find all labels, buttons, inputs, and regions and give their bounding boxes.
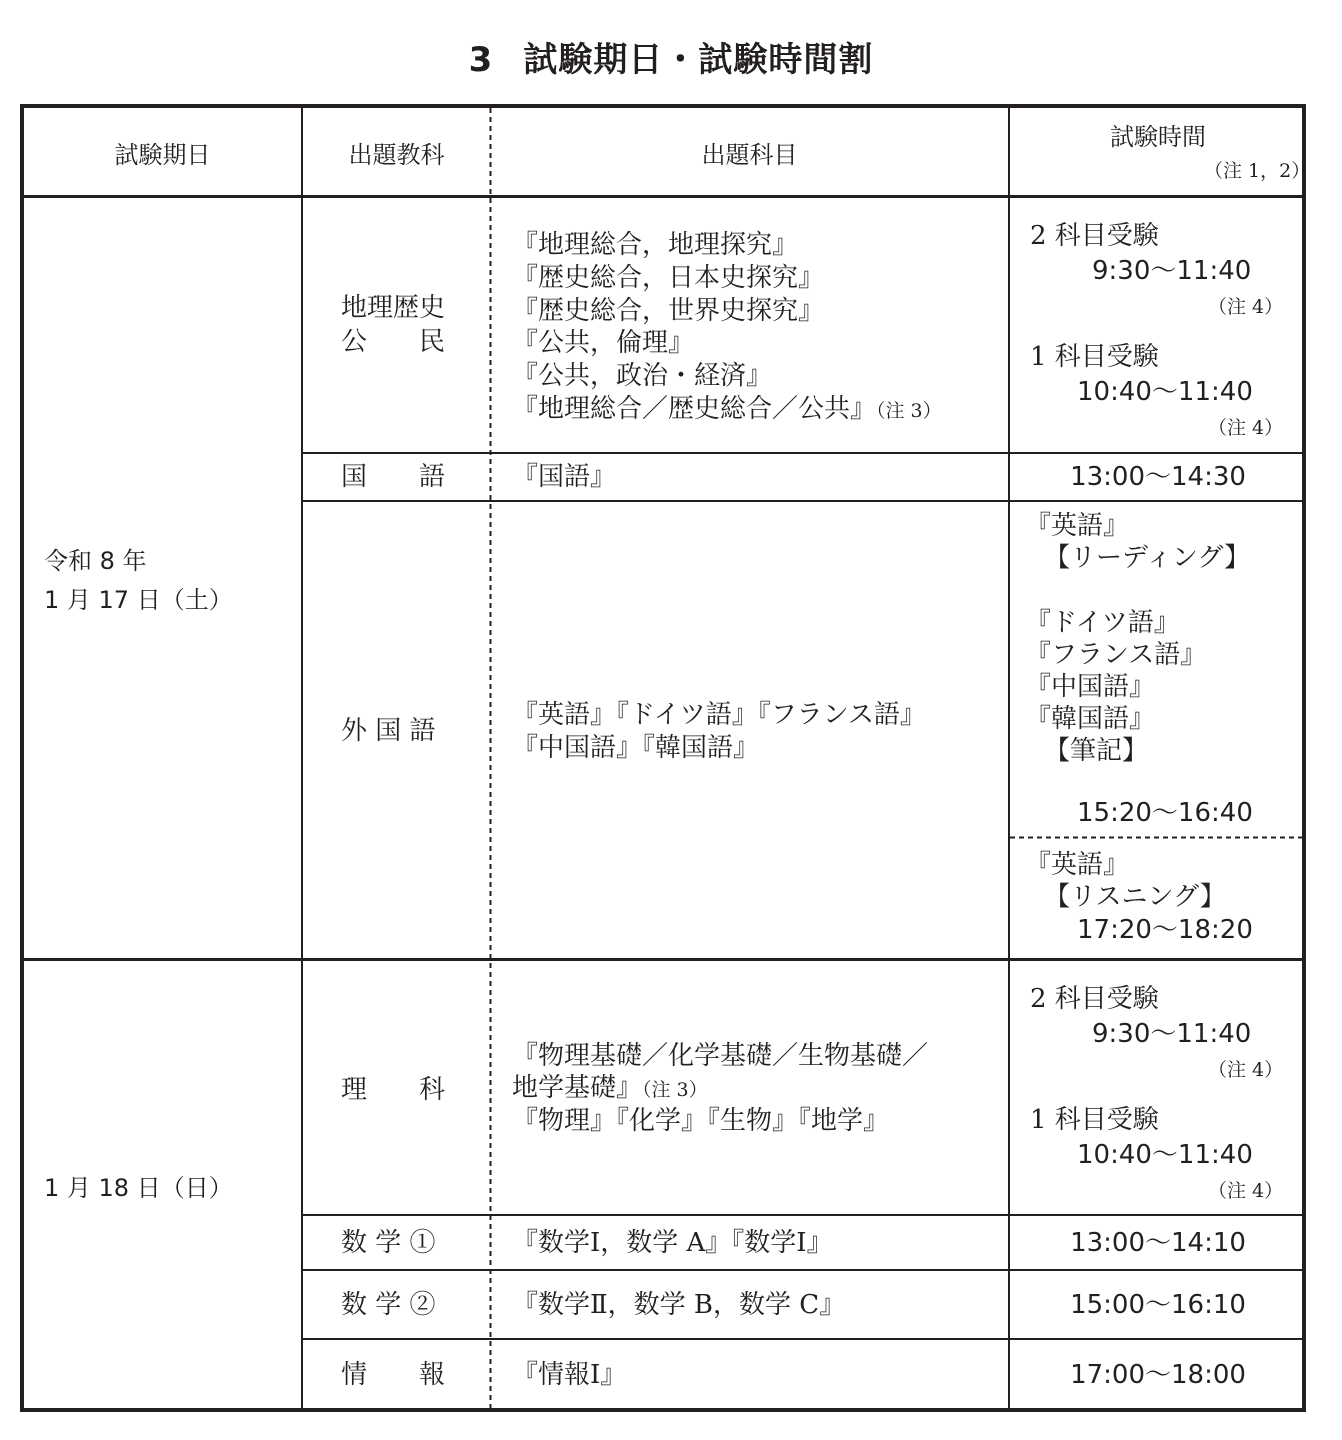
- row-divider-science: [301, 1214, 1306, 1216]
- science-one-label: 1 科目受験: [1030, 1105, 1159, 1135]
- row-divider-japanese: [301, 500, 1306, 502]
- geo-subject-note: （注 3）: [876, 400, 942, 422]
- japanese-area: 国 語: [341, 462, 446, 492]
- info-subject: 『情報Ⅰ』: [512, 1360, 627, 1390]
- science-subjects-note: （注 3）: [642, 1079, 708, 1101]
- geo-two-time: 9:30〜11:40: [1092, 256, 1252, 286]
- section-title: 試験期日・試験時間割: [523, 40, 874, 80]
- geo-area-line1: 地理歴史: [341, 293, 446, 323]
- day-divider: [20, 958, 1306, 961]
- math2-subject: 『数学Ⅱ，数学 B，数学 C』: [512, 1290, 846, 1320]
- geo-area-line2: 公 民: [341, 327, 446, 357]
- foreign-subjects-line1: 『英語』『ドイツ語』『フランス語』: [512, 700, 926, 730]
- header-divider: [20, 195, 1306, 198]
- day2-date: 1 月 18 日（日）: [44, 1174, 233, 1202]
- science-two-label: 2 科目受験: [1030, 984, 1159, 1014]
- science-subjects-line1: 『物理基礎／化学基礎／生物基礎／: [512, 1041, 929, 1071]
- day1-date-line2: 1 月 17 日（土）: [44, 586, 233, 614]
- science-one-note: （注 4）: [1208, 1180, 1284, 1202]
- foreign-korean: 『韓国語』: [1025, 704, 1156, 734]
- geo-subject-2: 『歴史総合，日本史探究』: [512, 263, 825, 293]
- geo-one-time: 10:40〜11:40: [1077, 377, 1253, 407]
- foreign-english: 『英語』: [1025, 511, 1130, 541]
- foreign-french: 『フランス語』: [1025, 640, 1207, 670]
- science-two-note: （注 4）: [1208, 1059, 1284, 1081]
- math1-subject: 『数学Ⅰ，数学 A』『数学Ⅰ』: [512, 1228, 833, 1258]
- geo-one-note: （注 4）: [1208, 417, 1284, 439]
- japanese-time: 13:00〜14:30: [1070, 462, 1246, 492]
- geo-two-note: （注 4）: [1208, 296, 1284, 318]
- header-time-note: （注 1，2）: [1204, 160, 1311, 182]
- geo-subject-4: 『公共，倫理』: [512, 328, 695, 358]
- geo-subject-5: 『公共，政治・経済』: [512, 361, 773, 391]
- geo-subject-6: 『地理総合／歴史総合／公共』（注 3）: [512, 394, 942, 424]
- science-area: 理 科: [341, 1075, 446, 1105]
- section-number: 3: [468, 40, 494, 80]
- info-area: 情 報: [341, 1360, 446, 1390]
- japanese-subject: 『国語』: [512, 462, 617, 492]
- row-divider-math1: [301, 1269, 1306, 1271]
- math1-area: 数 学 ①: [341, 1228, 436, 1258]
- geo-one-label: 1 科目受験: [1030, 342, 1159, 372]
- geo-two-label: 2 科目受験: [1030, 221, 1159, 251]
- header-subject-area: 出題教科: [348, 141, 445, 169]
- science-subjects-line2: 地学基礎』（注 3）: [512, 1073, 708, 1103]
- foreign-chinese: 『中国語』: [1025, 672, 1156, 702]
- math2-area: 数 学 ②: [341, 1290, 436, 1320]
- math1-time: 13:00〜14:10: [1070, 1228, 1246, 1258]
- row-divider-math2: [301, 1338, 1306, 1340]
- math2-time: 15:00〜16:10: [1070, 1290, 1246, 1320]
- foreign-reading: 【リーディング】: [1044, 543, 1251, 573]
- foreign-english-2: 『英語』: [1025, 850, 1130, 880]
- geo-subject-1: 『地理総合，地理探究』: [512, 230, 799, 260]
- foreign-german: 『ドイツ語』: [1025, 608, 1180, 638]
- science-one-time: 10:40〜11:40: [1077, 1140, 1253, 1170]
- foreign-area: 外 国 語: [341, 716, 436, 746]
- header-time: 試験時間: [1110, 123, 1206, 151]
- header-subjects: 出題科目: [701, 141, 798, 169]
- col-divider-dashed: [489, 108, 492, 1408]
- foreign-listening: 【リスニング】: [1044, 882, 1226, 912]
- foreign-listening-time: 17:20〜18:20: [1077, 915, 1253, 945]
- foreign-written-time: 15:20〜16:40: [1077, 798, 1253, 828]
- info-time: 17:00〜18:00: [1070, 1360, 1246, 1390]
- row-divider-listening: [1010, 836, 1302, 839]
- foreign-written: 【筆記】: [1044, 736, 1149, 766]
- science-two-time: 9:30〜11:40: [1092, 1019, 1252, 1049]
- page-title: [0, 32, 1342, 81]
- foreign-subjects-line2: 『中国語』『韓国語』: [512, 733, 760, 763]
- day1-date-line1: 令和 8 年: [44, 547, 147, 575]
- row-divider-geo: [301, 452, 1306, 454]
- science-subjects-line3: 『物理』『化学』『生物』『地学』: [512, 1106, 890, 1136]
- geo-subject-3: 『歴史総合，世界史探究』: [512, 296, 825, 326]
- header-date: 試験期日: [114, 141, 211, 169]
